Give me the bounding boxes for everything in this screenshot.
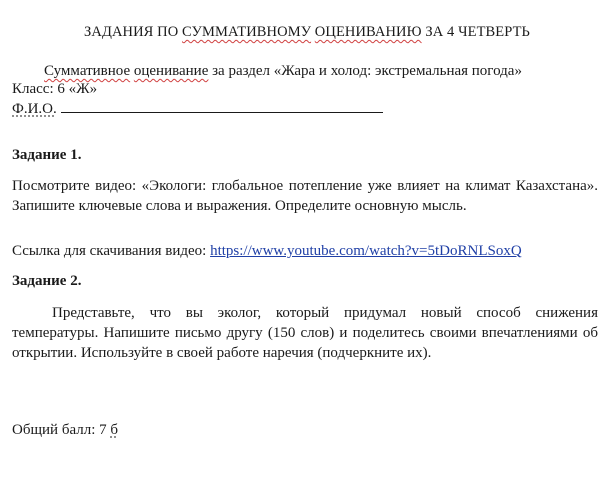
video-link-label: Ссылка для скачивания видео:	[12, 243, 211, 259]
title-word-assessment: ОЦЕНИВАНИЮ	[314, 24, 422, 40]
subtitle-word-summative: Суммативное	[44, 63, 131, 79]
video-link[interactable]: https://www.youtube.com/watch?v=5tDoRNLSoxQ	[210, 243, 522, 259]
task2-text: Представьте, что вы эколог, который придумал новый способ снижения температуры. Напишите письмо другу (150 слов) и поделитесь своими впечатлениями об открытии. Используйте в своей работе наречия (подчеркните их).	[12, 305, 598, 361]
section-subtitle	[44, 63, 522, 80]
fio-label: Ф.И.О.	[12, 101, 57, 117]
title-prefix: ЗАДАНИЯ ПО	[84, 24, 183, 40]
fio-line	[12, 99, 383, 118]
task2-heading: Задание 2.	[12, 273, 82, 289]
fio-blank-field[interactable]	[61, 99, 383, 113]
subtitle-rest: за раздел «Жара и холод: экстремальная погода»	[208, 63, 522, 79]
task1-text: Посмотрите видео: «Экологи: глобальное потепление уже влияет на климат Казахстана». Запишите ключевые слова и выражения. Определите основную мысль.	[12, 178, 598, 214]
subtitle-word-assessment: оценивание	[133, 63, 209, 79]
score-unit: б	[110, 422, 119, 438]
task1-heading: Задание 1.	[12, 147, 82, 163]
class-label: Класс: 6 «Ж»	[12, 81, 98, 97]
total-score	[12, 422, 118, 439]
score-label: Общий балл: 7	[12, 422, 111, 438]
document-title	[0, 24, 614, 41]
title-word-summative: СУММАТИВНОМУ	[182, 24, 312, 40]
title-suffix: ЗА 4 ЧЕТВЕРТЬ	[421, 24, 530, 40]
video-link-line	[12, 243, 522, 260]
